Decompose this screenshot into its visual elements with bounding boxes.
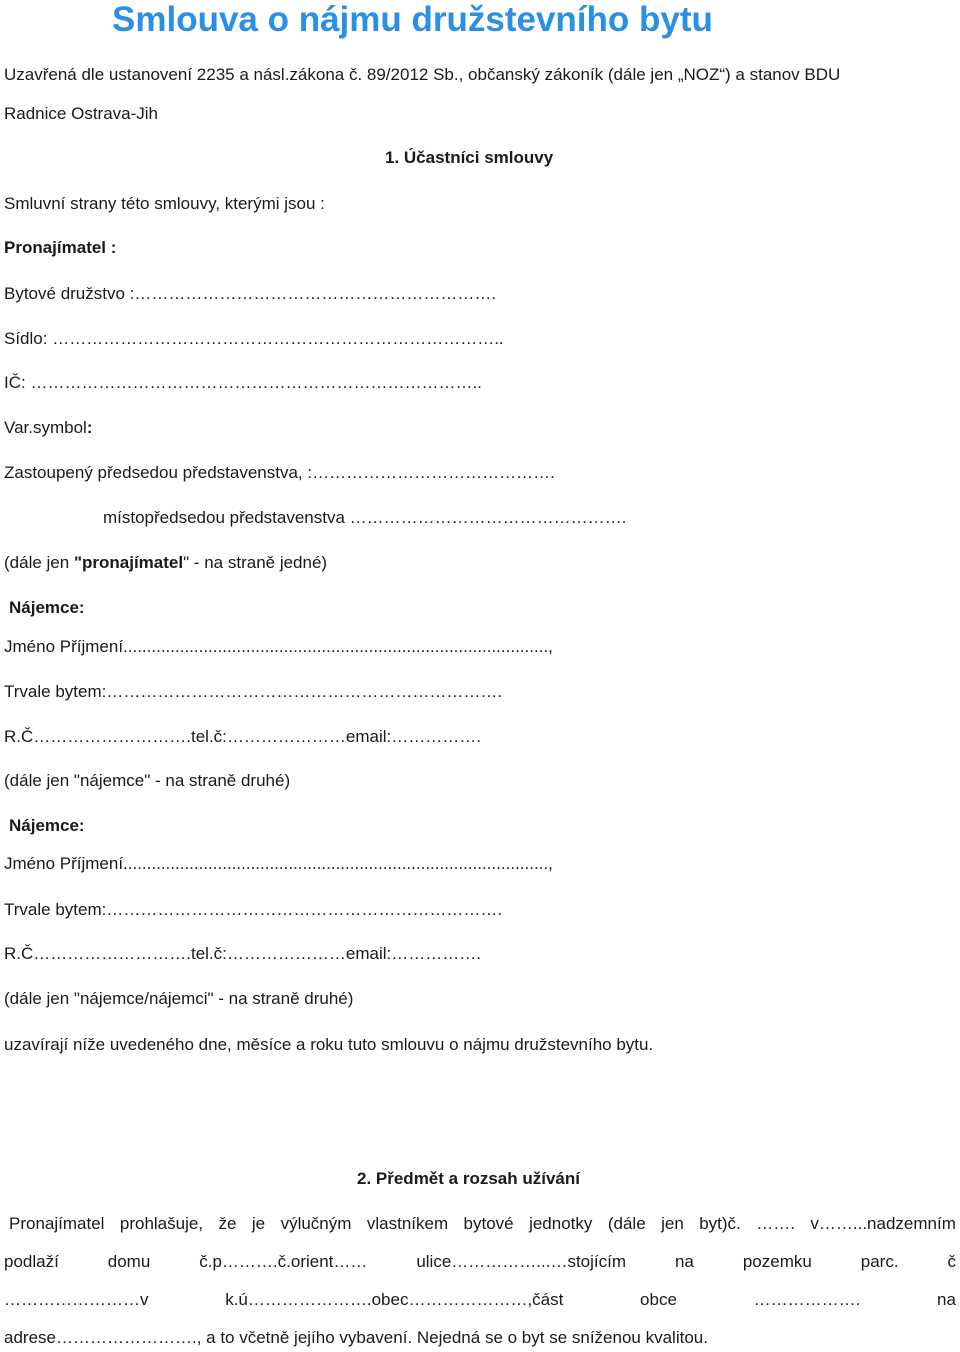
tenant-1-definition: (dále jen "nájemce" - na straně druhé) — [4, 771, 291, 790]
landlord-def-bold: "pronajímatel — [73, 553, 184, 572]
justified-word: ………………. — [753, 1290, 861, 1309]
justified-word: na — [674, 1252, 694, 1271]
justified-word: pozemku — [742, 1252, 812, 1271]
justified-word: je — [251, 1214, 266, 1233]
tenant-2-contact: R.Č……………………….tel.č:…………………email:……………. — [4, 944, 481, 963]
justified-word: ……. — [756, 1214, 795, 1233]
closing-statement: uzavírají níže uvedeného dne, měsíce a roku tuto smlouvu o nájmu družstevního bytu. — [4, 1035, 654, 1054]
landlord-label: Pronajímatel : — [4, 238, 117, 257]
section-2-line-1 — [9, 1213, 956, 1235]
section-2-line-4: adrese……………………., a to včetně jejího vybavení. Nejedná se o byt se sníženou kvalitou. — [4, 1328, 708, 1347]
landlord-def-prefix: (dále jen — [4, 553, 74, 572]
coop-field: Bytové družstvo :………………………………………………………. — [4, 284, 497, 303]
justified-word: výlučným — [280, 1214, 352, 1233]
tenant-2-name: Jméno Příjmení.........................................................................................., — [4, 854, 553, 873]
varsymbol-label: Var.symbol — [4, 418, 87, 437]
justified-word: jen — [661, 1214, 684, 1233]
section-2-line-3 — [4, 1289, 956, 1311]
justified-word: jednotky — [529, 1214, 593, 1233]
landlord-def-suffix: " - na straně jedné) — [183, 553, 328, 572]
tenant-1-contact: R.Č……………………….tel.č:…………………email:……………. — [4, 727, 481, 746]
justified-word: prohlašuje, — [119, 1214, 204, 1233]
justified-word: č — [947, 1252, 956, 1271]
varsymbol-field — [4, 417, 93, 439]
justified-word: domu — [107, 1252, 151, 1271]
tenant-1-name: Jméno Příjmení.........................................................................................., — [4, 637, 553, 656]
justified-word: obce — [640, 1290, 677, 1309]
justified-word: v……...nadzemním — [810, 1214, 956, 1233]
vicechairman-field: místopředsedou představenstva …………………………………………. — [103, 508, 627, 527]
justified-word: (dále — [607, 1214, 646, 1233]
tenant-2-definition: (dále jen "nájemce/nájemci" - na straně druhé) — [4, 989, 354, 1008]
seat-field: Sídlo: …………………………………………………………………….. — [4, 329, 504, 348]
landlord-definition — [4, 552, 327, 574]
justified-word: podlaží — [4, 1252, 59, 1271]
intro-line-1: Uzavřená dle ustanovení 2235 a násl.zákona č. 89/2012 Sb., občanský zákoník (dále jen „NOZ“) a stanov BDU — [4, 65, 841, 84]
justified-word: byt)č. — [699, 1214, 741, 1233]
justified-word: ……………………v — [4, 1290, 149, 1309]
tenant-1-label: Nájemce: — [9, 598, 85, 617]
justified-word: bytové — [463, 1214, 514, 1233]
justified-word: č.p……….č.orient…… — [199, 1252, 368, 1271]
justified-word: na — [937, 1290, 956, 1309]
justified-word: vlastníkem — [366, 1214, 449, 1233]
section-2-heading: 2. Předmět a rozsah užívání — [357, 1169, 580, 1188]
tenant-1-residence: Trvale bytem:……………………………………………………………. — [4, 682, 503, 701]
parties-intro: Smluvní strany této smlouvy, kterými jsou : — [4, 194, 325, 213]
chairman-field: Zastoupený předsedou představenstva, :……………………………………. — [4, 463, 555, 482]
tenant-2-label: Nájemce: — [9, 816, 85, 835]
justified-word: že — [218, 1214, 237, 1233]
varsymbol-colon: : — [86, 418, 93, 437]
section-1-heading: 1. Účastníci smlouvy — [385, 148, 554, 167]
ic-field: IČ: …………………………………………………………………….. — [4, 373, 482, 392]
justified-word: k.ú………………….obec…………………,část — [225, 1290, 564, 1309]
justified-word: parc. — [860, 1252, 899, 1271]
justified-word: Pronajímatel — [9, 1214, 105, 1233]
justified-word: ulice……………...…stojícím — [416, 1252, 627, 1271]
document-title: Smlouva o nájmu družstevního bytu — [112, 0, 713, 39]
section-2-line-2 — [4, 1251, 956, 1273]
tenant-2-residence: Trvale bytem:……………………………………………………………. — [4, 900, 503, 919]
intro-line-2: Radnice Ostrava-Jih — [4, 104, 159, 123]
